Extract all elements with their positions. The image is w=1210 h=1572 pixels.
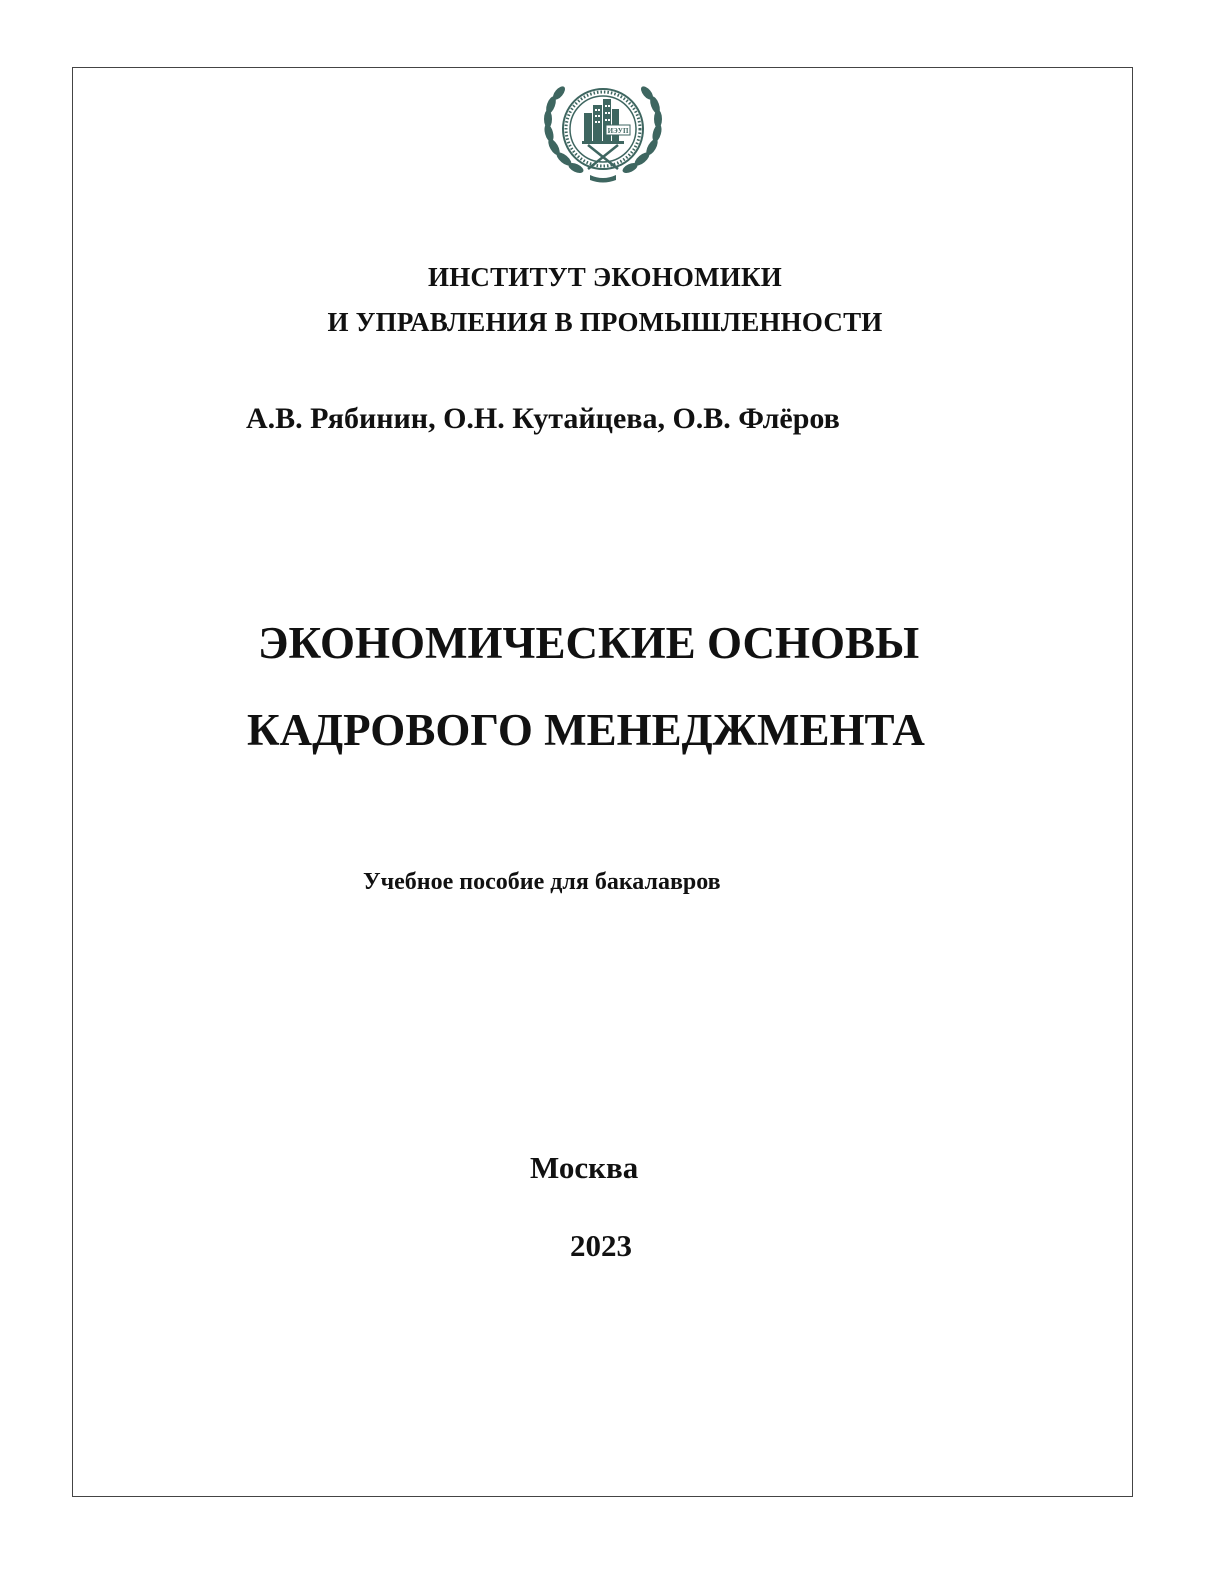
book-subtitle: Учебное пособие для бакалавров xyxy=(363,869,721,895)
institution-name-line2: И УПРАВЛЕНИЯ В ПРОМЫШЛЕННОСТИ xyxy=(327,307,883,337)
book-title-line2: КАДРОВОГО МЕНЕДЖМЕНТА xyxy=(247,705,925,755)
book-title-line1: ЭКОНОМИЧЕСКИЕ ОСНОВЫ xyxy=(258,618,920,668)
institution-name-line1: ИНСТИТУТ ЭКОНОМИКИ xyxy=(428,262,782,292)
institute-emblem-logo xyxy=(540,77,666,187)
emblem-text: ИЭУП xyxy=(607,127,629,135)
publication-city: Москва xyxy=(530,1150,639,1185)
publication-year: 2023 xyxy=(570,1228,632,1263)
authors: А.В. Рябинин, О.Н. Кутайцева, О.В. Флёров xyxy=(246,402,840,435)
